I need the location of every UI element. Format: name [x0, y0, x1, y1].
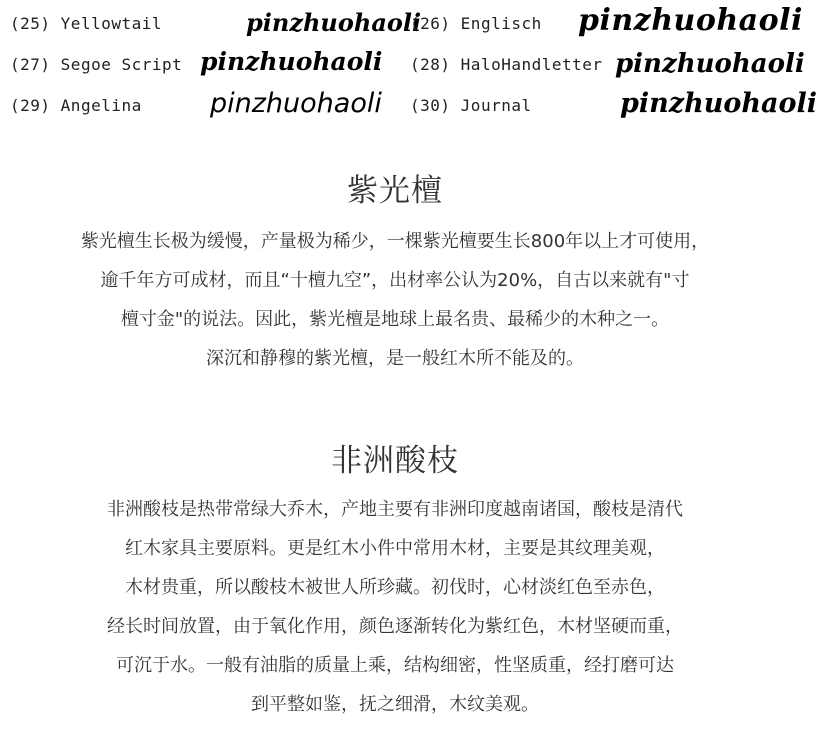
paragraph-line: 木材贵重，所以酸枝木被世人所珍藏。初伐时，心材淡红色至赤色，	[125, 577, 665, 598]
font-row	[0, 88, 817, 128]
font-sample-halohandletter: pinzhuohaoli	[615, 49, 805, 79]
paragraph-line: 可沉于水。一般有油脂的质量上乘，结构细密，性坚质重，经打磨可达	[116, 655, 674, 676]
section-body-fei-zhou-suan-zhi	[0, 490, 790, 724]
section-title-zi-guang-tan: 紫光檀	[347, 173, 443, 209]
font-label: (29) Angelina	[10, 96, 142, 115]
font-label: (30) Journal	[410, 96, 532, 115]
section-body-zi-guang-tan	[0, 222, 790, 378]
font-label: (27) Segoe Script	[10, 55, 183, 74]
paragraph-line: 紫光檀生长极为缓慢，产量极为稀少，一棵紫光檀要生长800年以上才可使用，	[80, 231, 710, 252]
font-sample-englisch: pinzhuohaoli	[578, 3, 803, 38]
font-label: (28) HaloHandletter	[410, 55, 603, 74]
paragraph-line: 红木家具主要原料。更是红木小件中常用木材，主要是其纹理美观，	[125, 538, 665, 559]
paragraph-line: 经长时间放置，由于氧化作用，颜色逐渐转化为紫红色，木材坚硬而重，	[107, 616, 683, 637]
font-label: (25) Yellowtail	[10, 14, 162, 33]
font-sample-angelina: pinzhuohaoli	[210, 88, 382, 119]
section-title-fei-zhou-suan-zhi: 非洲酸枝	[331, 443, 459, 479]
font-sample-grid	[0, 0, 817, 128]
font-sample-segoe-script: pinzhuohaoli	[200, 47, 383, 76]
font-row	[0, 3, 803, 46]
paragraph-line: 到平整如鉴，抚之细滑，木纹美观。	[251, 694, 539, 715]
font-sample-journal: pinzhuohaoli	[620, 88, 817, 119]
paragraph-line: 深沉和静穆的紫光檀，是一般红木所不能及的。	[206, 348, 584, 369]
font-row	[0, 47, 805, 87]
paragraph-line: 檀寸金"的说法。因此，紫光檀是地球上最名贵、最稀少的木种之一。	[120, 309, 670, 330]
font-label: (26) Englisch	[410, 14, 542, 33]
font-sample-yellowtail: pinzhuohaoli	[246, 8, 422, 37]
paragraph-line: 非洲酸枝是热带常绿大乔木，产地主要有非洲印度越南诸国，酸枝是清代	[107, 499, 683, 520]
paragraph-line: 逾千年方可成材，而且“十檀九空”，出材率公认为20%，自古以来就有"寸	[100, 270, 690, 291]
